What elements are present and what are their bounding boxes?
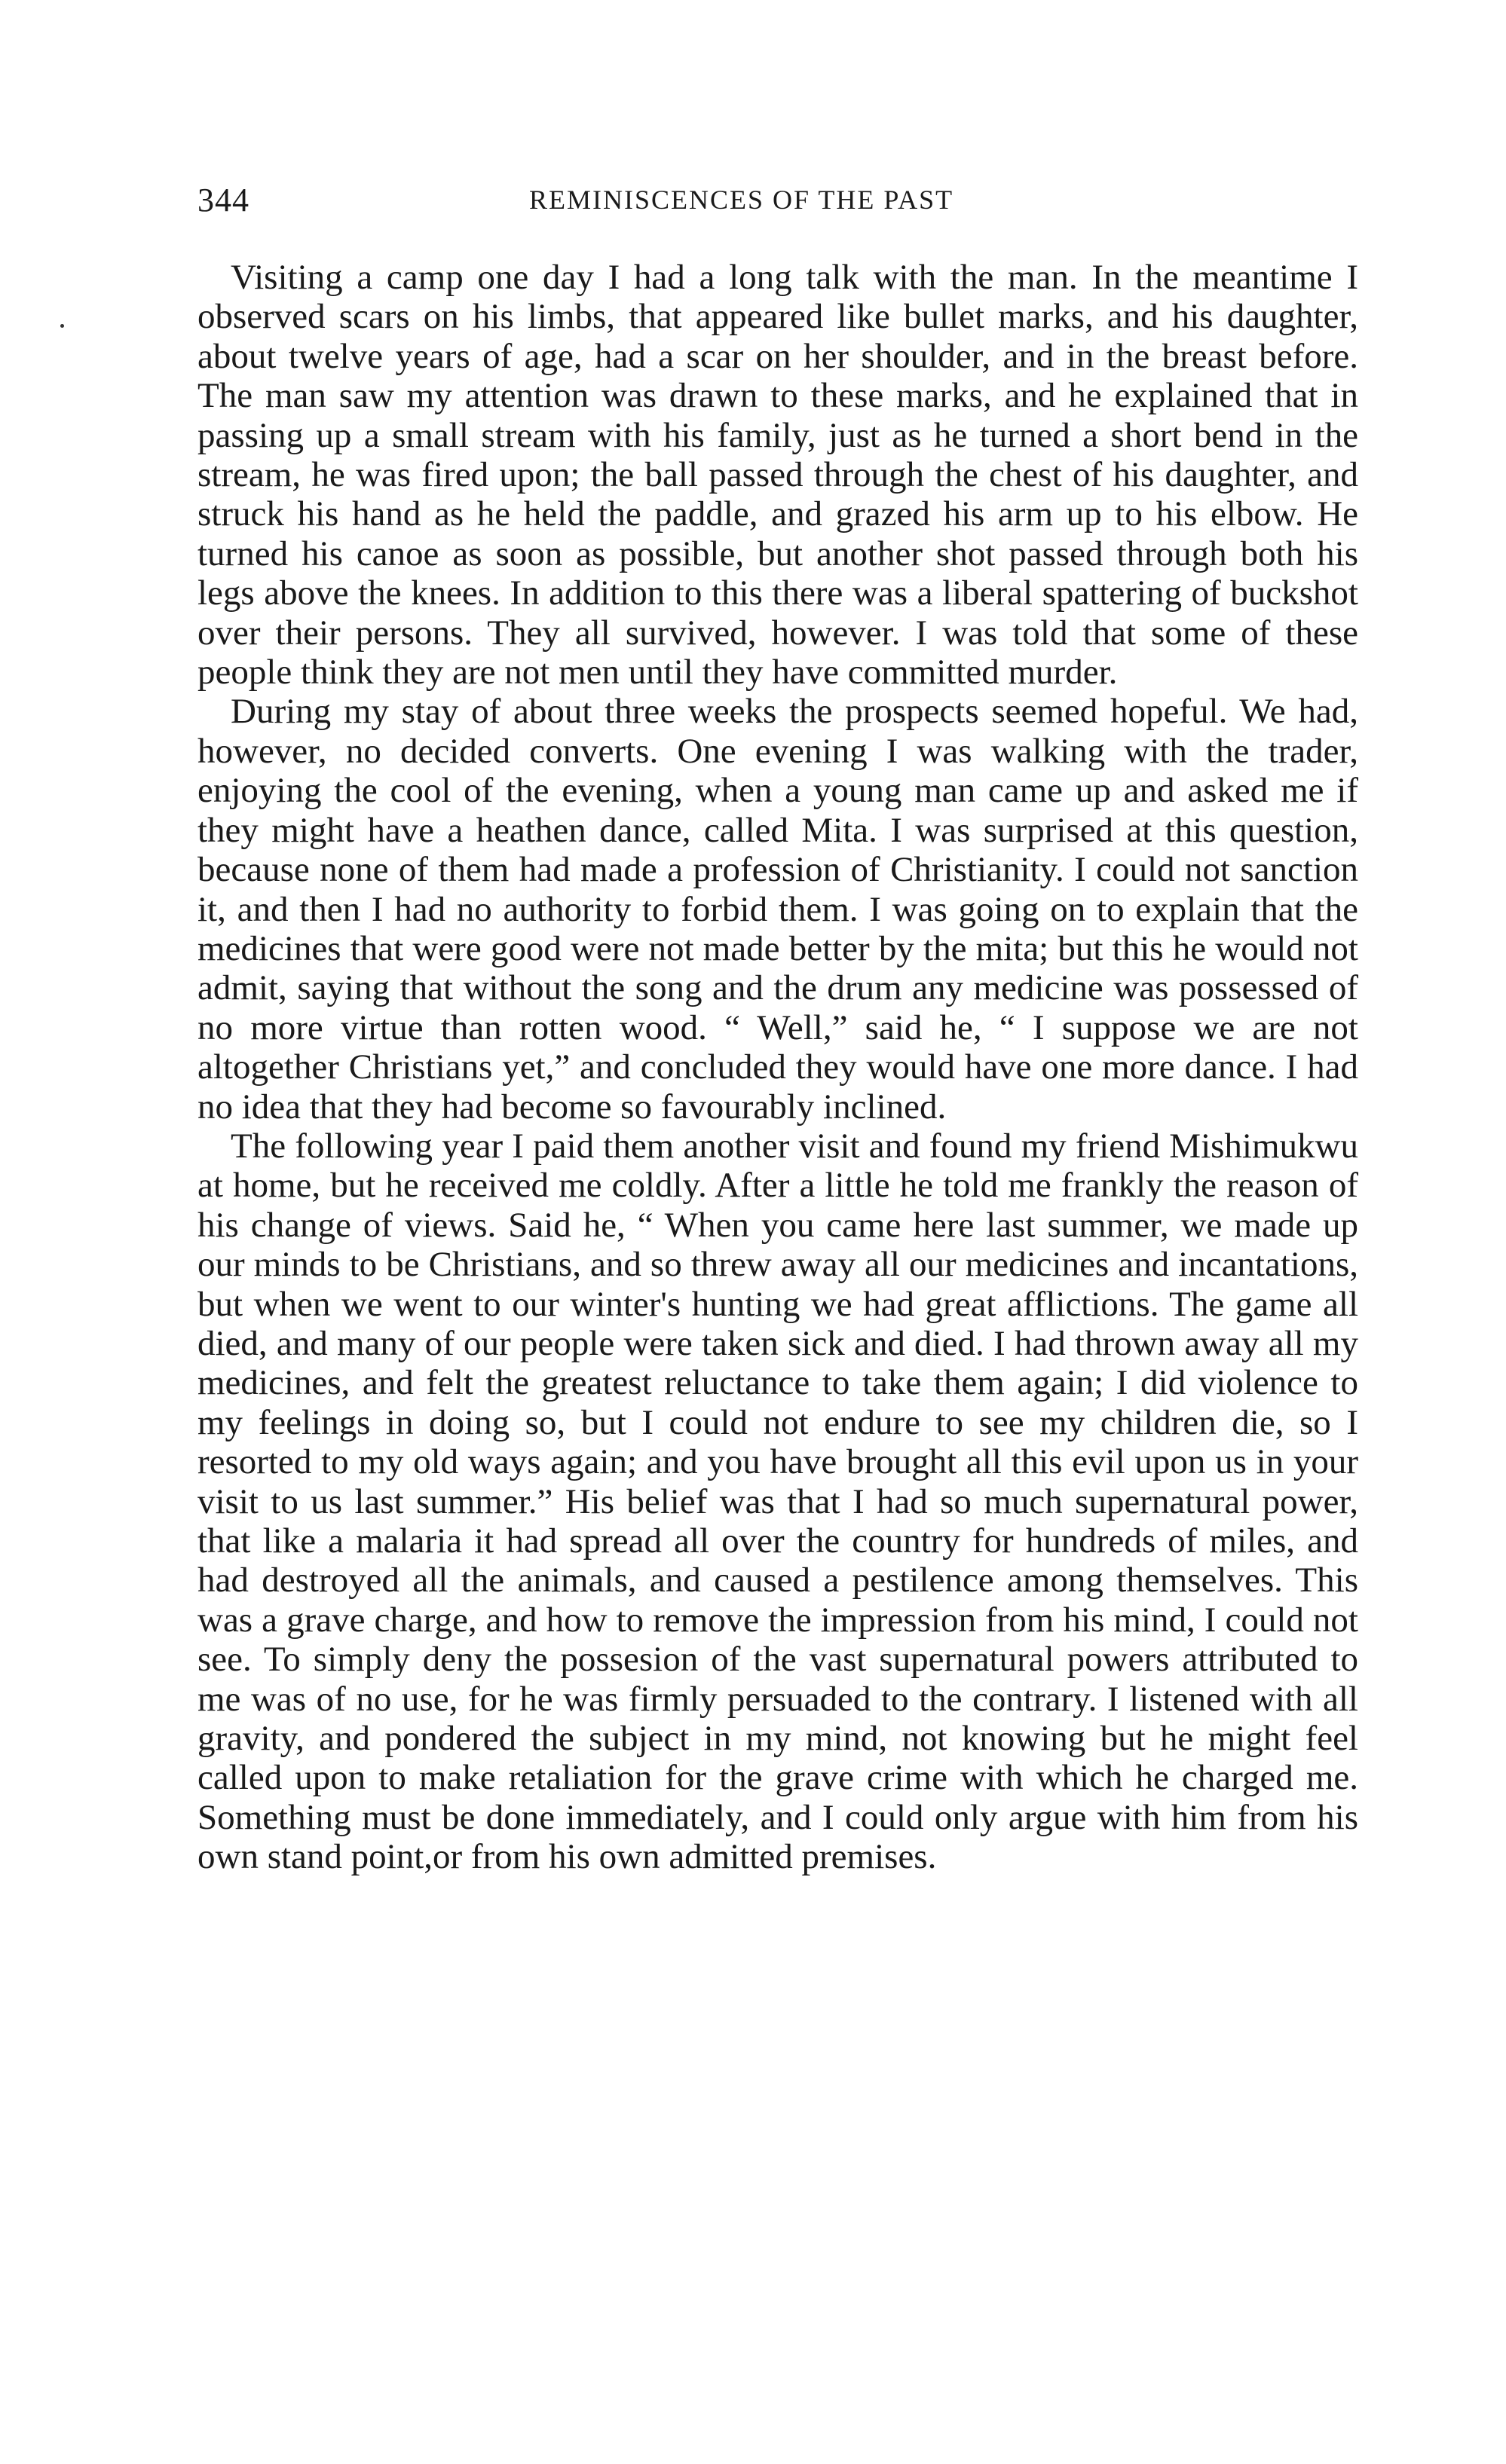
body-text	[197, 258, 1358, 1877]
running-head: REMINISCENCES OF THE PAST	[529, 185, 954, 215]
paragraph-3: The following year I paid them another visit and found my friend Mishimukwu at home, but he received me coldly. After a little he told me frankly the reason of his change of views. Said he, “ When you came here last summer, we made up our minds to be Christians, and so threw away all our medicines and incantations, but when we went to our winter's hunting we had great afflictions. The game all died, and many of our people were taken sick and died. I had thrown away all my medicines, and felt the greatest reluctance to take them again; I did violence to my feelings in doing so, but I could not endure to see my children die, so I resorted to my old ways again; and you have brought all this evil upon us in your visit to us last summer.” His belief was that I had so much supernatural power, that like a malaria it had spread all over the country for hundreds of miles, and had destroyed all the animals, and caused a pestilence among themselves. This was a grave charge, and how to remove the impression from his mind, I could not see. To simply deny the possesion of the vast supernatural powers attributed to me was of no use, for he was firmly persuaded to the contrary. I listened with all gravity, and pondered the subject in my mind, not knowing but he might feel called upon to make retaliation for the grave crime with which he charged me. Something must be done immediately, and I could only argue with him from his own stand point,or from his own admitted premises.	[197, 1126, 1358, 1877]
paragraph-2: During my stay of about three weeks the prospects seemed hopeful. We had, however, no decided converts. One evening I was walking with the trader, enjoying the cool of the evening, when a young man came up and asked me if they might have a heathen dance, called Mita. I was surprised at this question, because none of them had made a profession of Christianity. I could not sanction it, and then I had no authority to forbid them. I was going on to explain that the medicines that were good were not made better by the mita; but this he would not admit, saying that without the song and the drum any medicine was possessed of no more virtue than rotten wood. “ Well,” said he, “ I suppose we are not altogether Christians yet,” and concluded they would have one more dance. I had no idea that they had become so favourably inclined.	[197, 692, 1358, 1127]
page-number: 344	[197, 182, 249, 219]
paragraph-1: Visiting a camp one day I had a long talk with the man. In the meantime I observed scars on his limbs, that appeared like bullet marks, and his daughter, about twelve years of age, had a scar on her shoulder, and in the breast before. The man saw my attention was drawn to these marks, and he explained that in passing up a small stream with his family, just as he turned a short bend in the stream, he was fired upon; the ball passed through the chest of his daughter, and struck his hand as he held the paddle, and grazed his arm up to his elbow. He turned his canoe as soon as possible, but another shot passed through both his legs above the knees. In addition to this there was a liberal spattering of buckshot over their persons. They all survived, however. I was told that some of these people think they are not men until they have committed murder.	[197, 258, 1358, 692]
margin-speck	[60, 324, 64, 328]
page-header	[197, 181, 1358, 226]
